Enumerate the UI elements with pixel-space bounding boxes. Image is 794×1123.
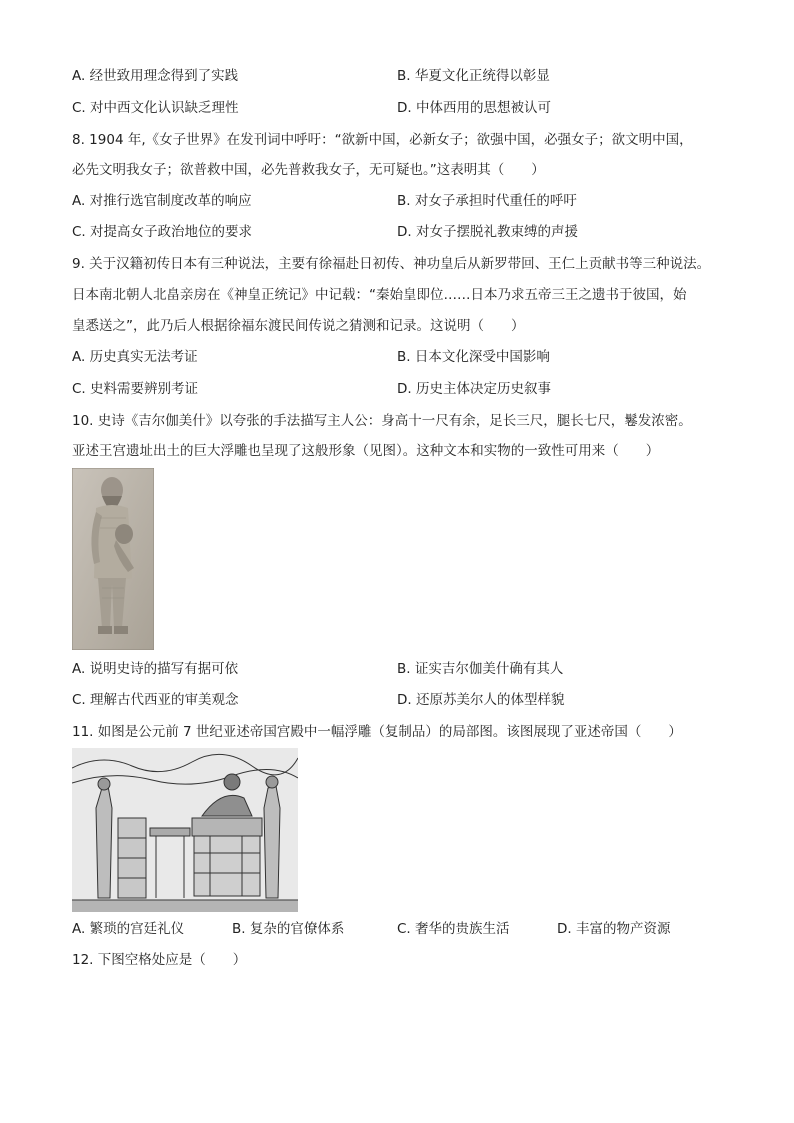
gilgamesh-relief-image xyxy=(72,468,154,650)
q11-option-b: B. 复杂的官僚体系 xyxy=(232,921,345,937)
q9-option-d: D. 历史主体决定历史叙事 xyxy=(397,381,551,397)
q8-stem-line2: 必先文明我女子；欲普救中国，必先普救我女子，无可疑也。”这表明其（ ） xyxy=(72,162,545,178)
q11-option-c: C. 奢华的贵族生活 xyxy=(397,921,510,937)
q8-option-c: C. 对提高女子政治地位的要求 xyxy=(72,224,253,240)
q9-option-a: A. 历史真实无法考证 xyxy=(72,349,198,365)
q10-option-b: B. 证实吉尔伽美什确有其人 xyxy=(397,661,564,677)
q8-stem-line1: 8. 1904 年,《女子世界》在发刊词中呼吁：“欲新中国，必新女子；欲强中国，必强女子；欲文明中国， xyxy=(72,132,693,148)
q8-option-a: A. 对推行选官制度改革的响应 xyxy=(72,193,252,209)
q9-option-c: C. 史料需要辨别考证 xyxy=(72,381,199,397)
q7-option-c: C. 对中西文化认识缺乏理性 xyxy=(72,100,239,116)
q9-stem-line1: 9. 关于汉籍初传日本有三种说法，主要有徐福赴日初传、神功皇后从新罗带回、王仁上贡献书等三种说法。 xyxy=(72,256,711,272)
q11-option-a: A. 繁琐的宫廷礼仪 xyxy=(72,921,185,937)
q10-option-c: C. 理解古代西亚的审美观念 xyxy=(72,692,239,708)
q9-option-b: B. 日本文化深受中国影响 xyxy=(397,349,550,365)
assyrian-banquet-relief-image xyxy=(72,748,298,912)
q11-option-d: D. 丰富的物产资源 xyxy=(557,921,671,937)
q7-option-d: D. 中体西用的思想被认可 xyxy=(397,100,551,116)
q10-option-d: D. 还原苏美尔人的体型样貌 xyxy=(397,692,565,708)
q8-option-b: B. 对女子承担时代重任的呼吁 xyxy=(397,193,577,209)
q8-option-d: D. 对女子摆脱礼教束缚的声援 xyxy=(397,224,578,240)
q7-option-b: B. 华夏文化正统得以彰显 xyxy=(397,68,550,84)
q11-stem-line1: 11. 如图是公元前 7 世纪亚述帝国宫殿中一幅浮雕（复制品）的局部图。该图展现了亚述帝国（ ） xyxy=(72,724,682,740)
q7-option-a: A. 经世致用理念得到了实践 xyxy=(72,68,239,84)
q10-stem-line2: 亚述王宫遗址出土的巨大浮雕也呈现了这般形象（见图）。这种文本和实物的一致性可用来（ ） xyxy=(72,443,660,459)
q10-stem-line1: 10. 史诗《吉尔伽美什》以夸张的手法描写主人公：身高十一尺有余，足长三尺，腿长七尺，鬈发浓密。 xyxy=(72,413,692,429)
q10-option-a: A. 说明史诗的描写有据可依 xyxy=(72,661,239,677)
q9-stem-line3: 皇悉送之”，此乃后人根据徐福东渡民间传说之猜测和记录。这说明（ ） xyxy=(72,318,525,334)
q12-stem-line1: 12. 下图空格处应是（ ） xyxy=(72,952,247,968)
q9-stem-line2: 日本南北朝人北畠亲房在《神皇正统记》中记载：“秦始皇即位……日本乃求五帝三王之遗书于彼国，始 xyxy=(72,287,687,303)
